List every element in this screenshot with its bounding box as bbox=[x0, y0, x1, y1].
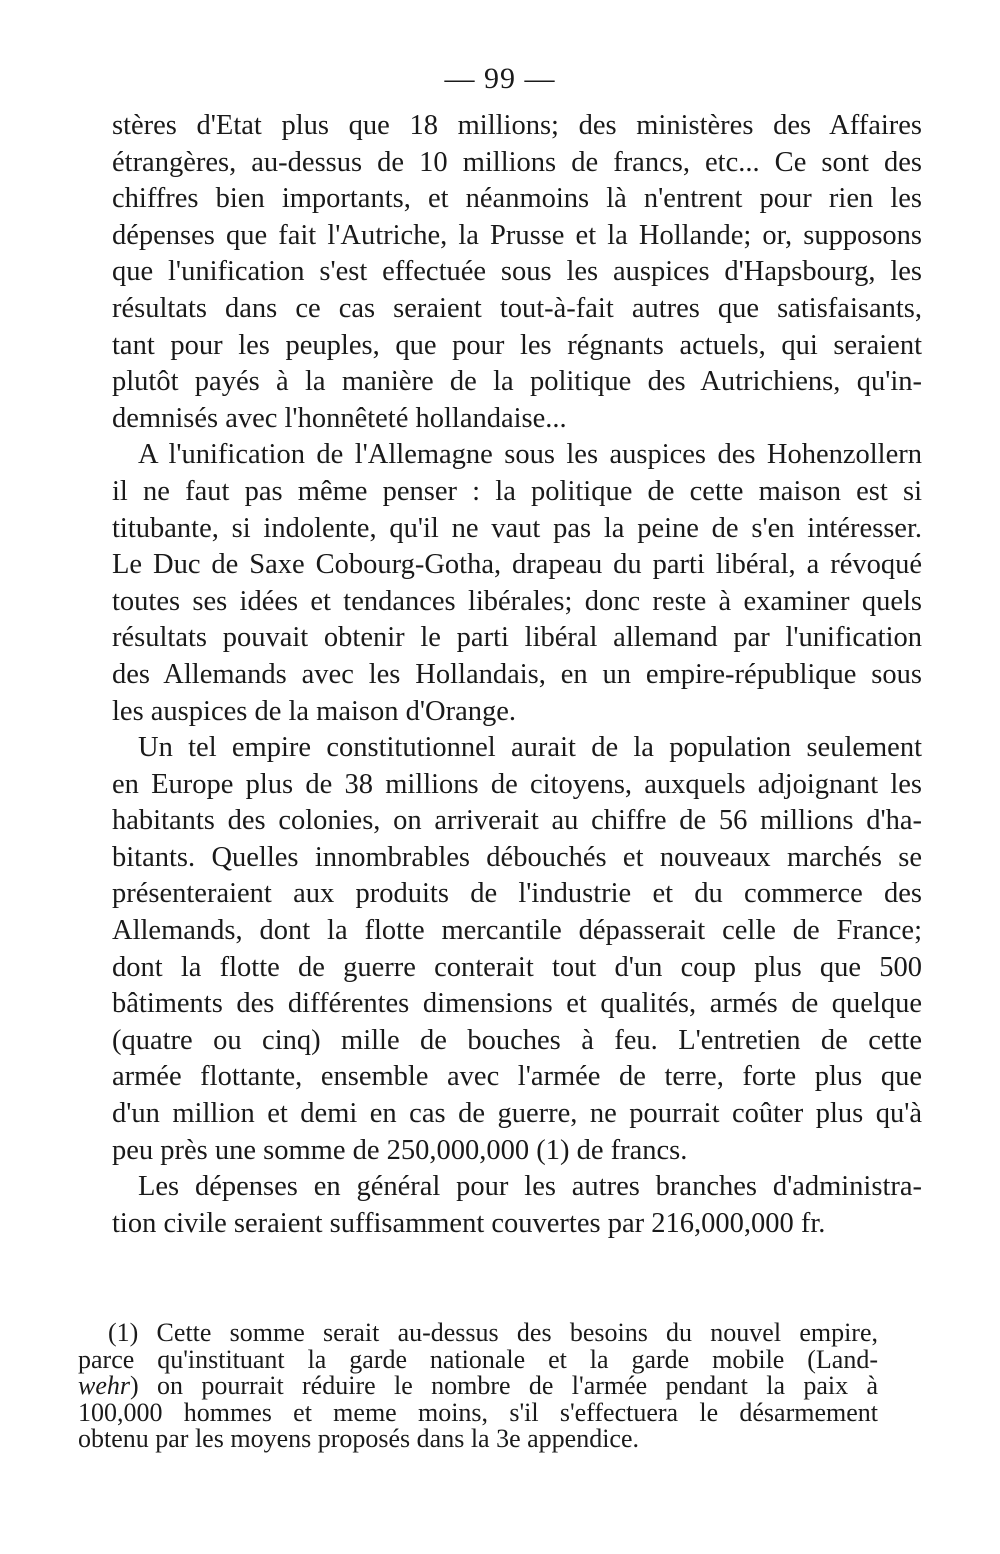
text-line: Les dépenses en général pour les autres branches d'administra- bbox=[138, 1171, 922, 1203]
paragraph-2 bbox=[112, 437, 922, 730]
text-line: bâtiments des différentes dimensions et qualités, armés de quelque bbox=[112, 988, 922, 1020]
footnote-line: (1) Cette somme serait au-dessus des besoins du nouvel empire, bbox=[108, 1318, 878, 1347]
text-line: stères d'Etat plus que 18 millions; des ministères des Affaires bbox=[112, 110, 922, 141]
footnote-line: obtenu par les moyens proposés dans la 3e appendice. bbox=[78, 1424, 640, 1453]
text-line: les auspices de la maison d'Orange. bbox=[112, 695, 517, 727]
text-line: il ne faut pas même penser : la politique de cette maison est si bbox=[112, 475, 922, 507]
text-line: des Allemands avec les Hollandais, en un empire-république sous bbox=[112, 658, 922, 690]
text-line: peu près une somme de 250,000,000 (1) de francs. bbox=[112, 1134, 688, 1166]
text-line: Un tel empire constitutionnel aurait de la population seulement bbox=[138, 732, 922, 764]
text-line: que l'unification s'est effectuée sous les auspices d'Hapsbourg, les bbox=[112, 256, 922, 288]
text-line: armée flottante, ensemble avec l'armée de terre, forte plus que bbox=[112, 1061, 922, 1093]
text-line: habitants des colonies, on arriverait au chiffre de 56 millions d'ha- bbox=[112, 805, 922, 837]
text-line: tant pour les peuples, que pour les régnants actuels, qui seraient bbox=[112, 329, 922, 361]
text-line: Le Duc de Saxe Cobourg-Gotha, drapeau du parti libéral, a révoqué bbox=[112, 549, 922, 581]
footnote-line bbox=[78, 1373, 878, 1400]
text-line: bitants. Quelles innombrables débouchés et nouveaux marchés se bbox=[112, 841, 922, 873]
text-line: Allemands, dont la flotte mercantile dépasserait celle de France; bbox=[112, 915, 922, 947]
text-line: tion civile seraient suffisamment couvertes par 216,000,000 fr. bbox=[112, 1207, 826, 1239]
paragraph-3 bbox=[112, 730, 922, 1169]
text-line: (quatre ou cinq) mille de bouches à feu. L'entretien de cette bbox=[112, 1024, 922, 1056]
paragraph-4 bbox=[112, 1169, 922, 1242]
paragraph-1 bbox=[112, 108, 922, 437]
text-line: titubante, si indolente, qu'il ne vaut pas la peine de s'en intéresser. bbox=[112, 512, 922, 544]
footnote-line-rest: ) on pourrait réduire le nombre de l'armée pendant la paix à bbox=[130, 1371, 878, 1400]
text-line: résultats pouvait obtenir le parti libéral allemand par l'unification bbox=[112, 622, 922, 654]
text-line: dont la flotte de guerre conterait tout d'un coup plus que 500 bbox=[112, 951, 922, 983]
text-line: présenteraient aux produits de l'industrie et du commerce des bbox=[112, 878, 922, 910]
text-line: toutes ses idées et tendances libérales; donc reste à examiner quels bbox=[112, 585, 922, 617]
footnote-line: parce qu'instituant la garde nationale et la garde mobile (Land- bbox=[78, 1344, 878, 1374]
text-line: A l'unification de l'Allemagne sous les auspices des Hohenzollern bbox=[138, 439, 922, 471]
footnote-italic-term: wehr bbox=[78, 1371, 130, 1400]
text-line: dépenses que fait l'Autriche, la Prusse et la Hollande; or, supposons bbox=[112, 219, 922, 251]
page-number: — 99 — bbox=[444, 62, 556, 95]
text-line: demnisés avec l'honnêteté hollandaise... bbox=[112, 402, 567, 434]
text-line: étrangères, au-dessus de 10 millions de francs, etc... Ce sont des bbox=[112, 146, 922, 178]
text-line: plutôt payés à la manière de la politique des Autrichiens, qu'in- bbox=[112, 366, 922, 398]
text-line: d'un million et demi en cas de guerre, ne pourrait coûter plus qu'à bbox=[112, 1098, 922, 1130]
text-line: en Europe plus de 38 millions de citoyens, auxquels adjoignant les bbox=[112, 768, 922, 800]
main-text bbox=[112, 108, 922, 1242]
text-line: chiffres bien importants, et néanmoins là n'entrent pour rien les bbox=[112, 183, 922, 215]
footnote-line: 100,000 hommes et meme moins, s'il s'effectuera le désarmement bbox=[78, 1397, 878, 1427]
footnote bbox=[78, 1320, 878, 1453]
text-line: résultats dans ce cas seraient tout-à-fait autres que satisfaisants, bbox=[112, 292, 922, 324]
